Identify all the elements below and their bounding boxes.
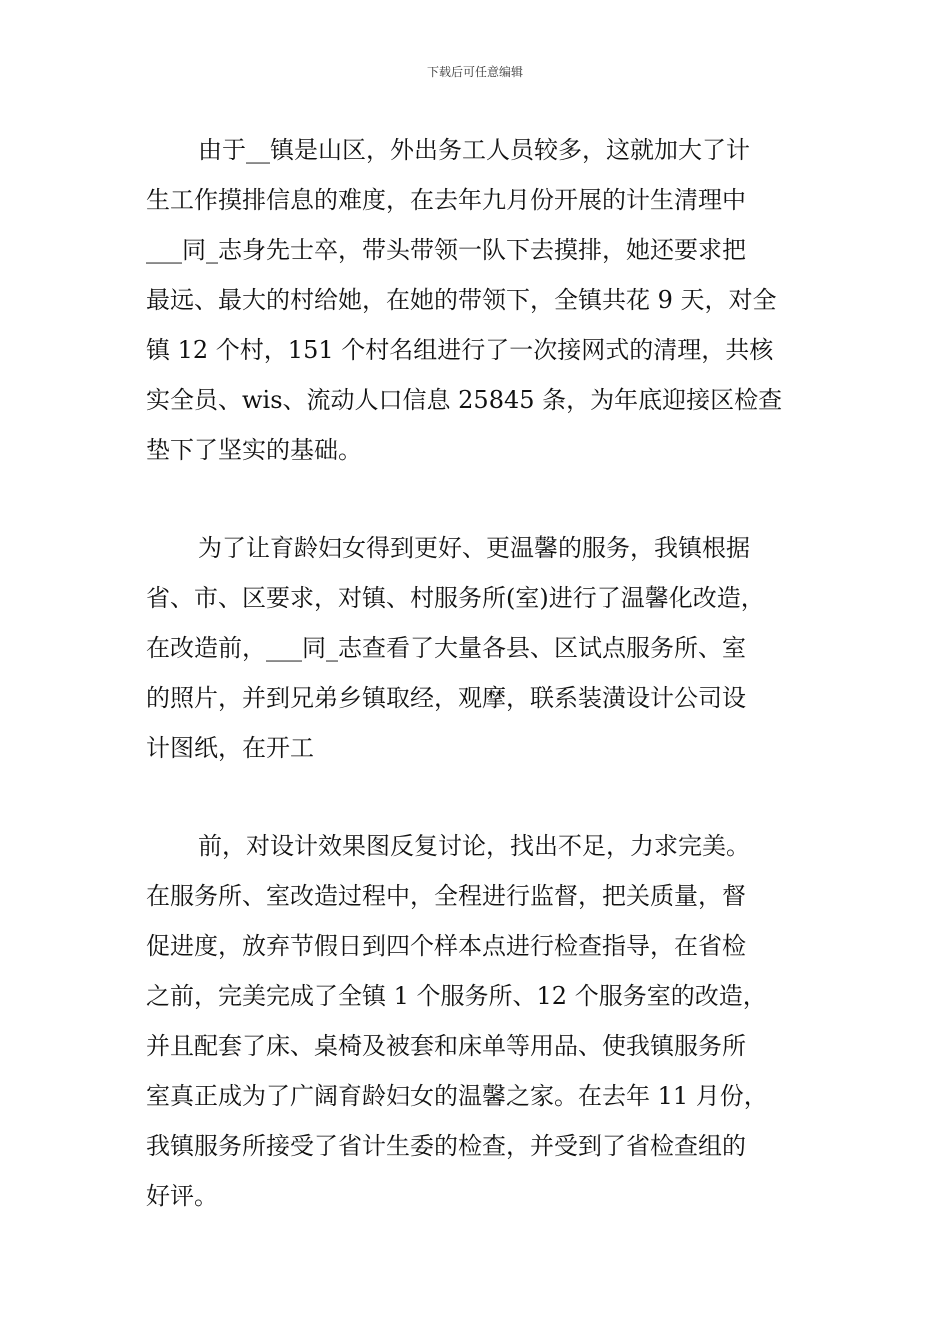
paragraph-2 — [146, 523, 810, 773]
text-line: 为了让育龄妇女得到更好、更温馨的服务，我镇根据 — [198, 534, 750, 562]
text-line: 室真正成为了广阔育龄妇女的温馨之家。在去年 11 月份， — [146, 1082, 768, 1110]
text-line: 计图纸，在开工 — [146, 734, 314, 762]
text-line: 前，对设计效果图反复讨论，找出不足，力求完美。 — [198, 832, 750, 860]
text-line: 垫下了坚实的基础。 — [146, 436, 362, 464]
text-line: 由于__镇是山区，外出务工人员较多，这就加大了计 — [198, 136, 750, 164]
text-line: 之前，完美完成了全镇 1 个服务所、12 个服务室的改造， — [146, 982, 767, 1010]
page-header: 下载后可任意编辑 — [426, 65, 523, 79]
text-line: 并且配套了床、桌椅及被套和床单等用品、使我镇服务所 — [146, 1032, 746, 1060]
text-line: 在改造前，___同_志查看了大量各县、区试点服务所、室 — [146, 634, 746, 662]
text-line: 好评。 — [146, 1182, 218, 1210]
text-line: 的照片，并到兄弟乡镇取经，观摩，联系装潢设计公司设 — [146, 684, 746, 712]
text-line: 实全员、wis、流动人口信息 25845 条，为年底迎接区检查 — [146, 386, 783, 414]
text-line: 生工作摸排信息的难度，在去年九月份开展的计生清理中 — [146, 186, 746, 214]
text-line: 省、市、区要求，对镇、村服务所(室)进行了温馨化改造， — [146, 584, 765, 612]
text-line: ___同_志身先士卒，带头带领一队下去摸排，她还要求把 — [146, 236, 746, 264]
text-line: 我镇服务所接受了省计生委的检查，并受到了省检查组的 — [146, 1132, 746, 1160]
paragraph-3 — [146, 821, 810, 1221]
text-line: 在服务所、室改造过程中，全程进行监督，把关质量，督 — [146, 882, 746, 910]
paragraph-1 — [146, 125, 810, 475]
text-line: 镇 12 个村，151 个村名组进行了一次接网式的清理，共核 — [146, 336, 774, 364]
text-line: 促进度，放弃节假日到四个样本点进行检查指导，在省检 — [146, 932, 746, 960]
text-line: 最远、最大的村给她，在她的带领下，全镇共花 9 天，对全 — [146, 286, 777, 314]
